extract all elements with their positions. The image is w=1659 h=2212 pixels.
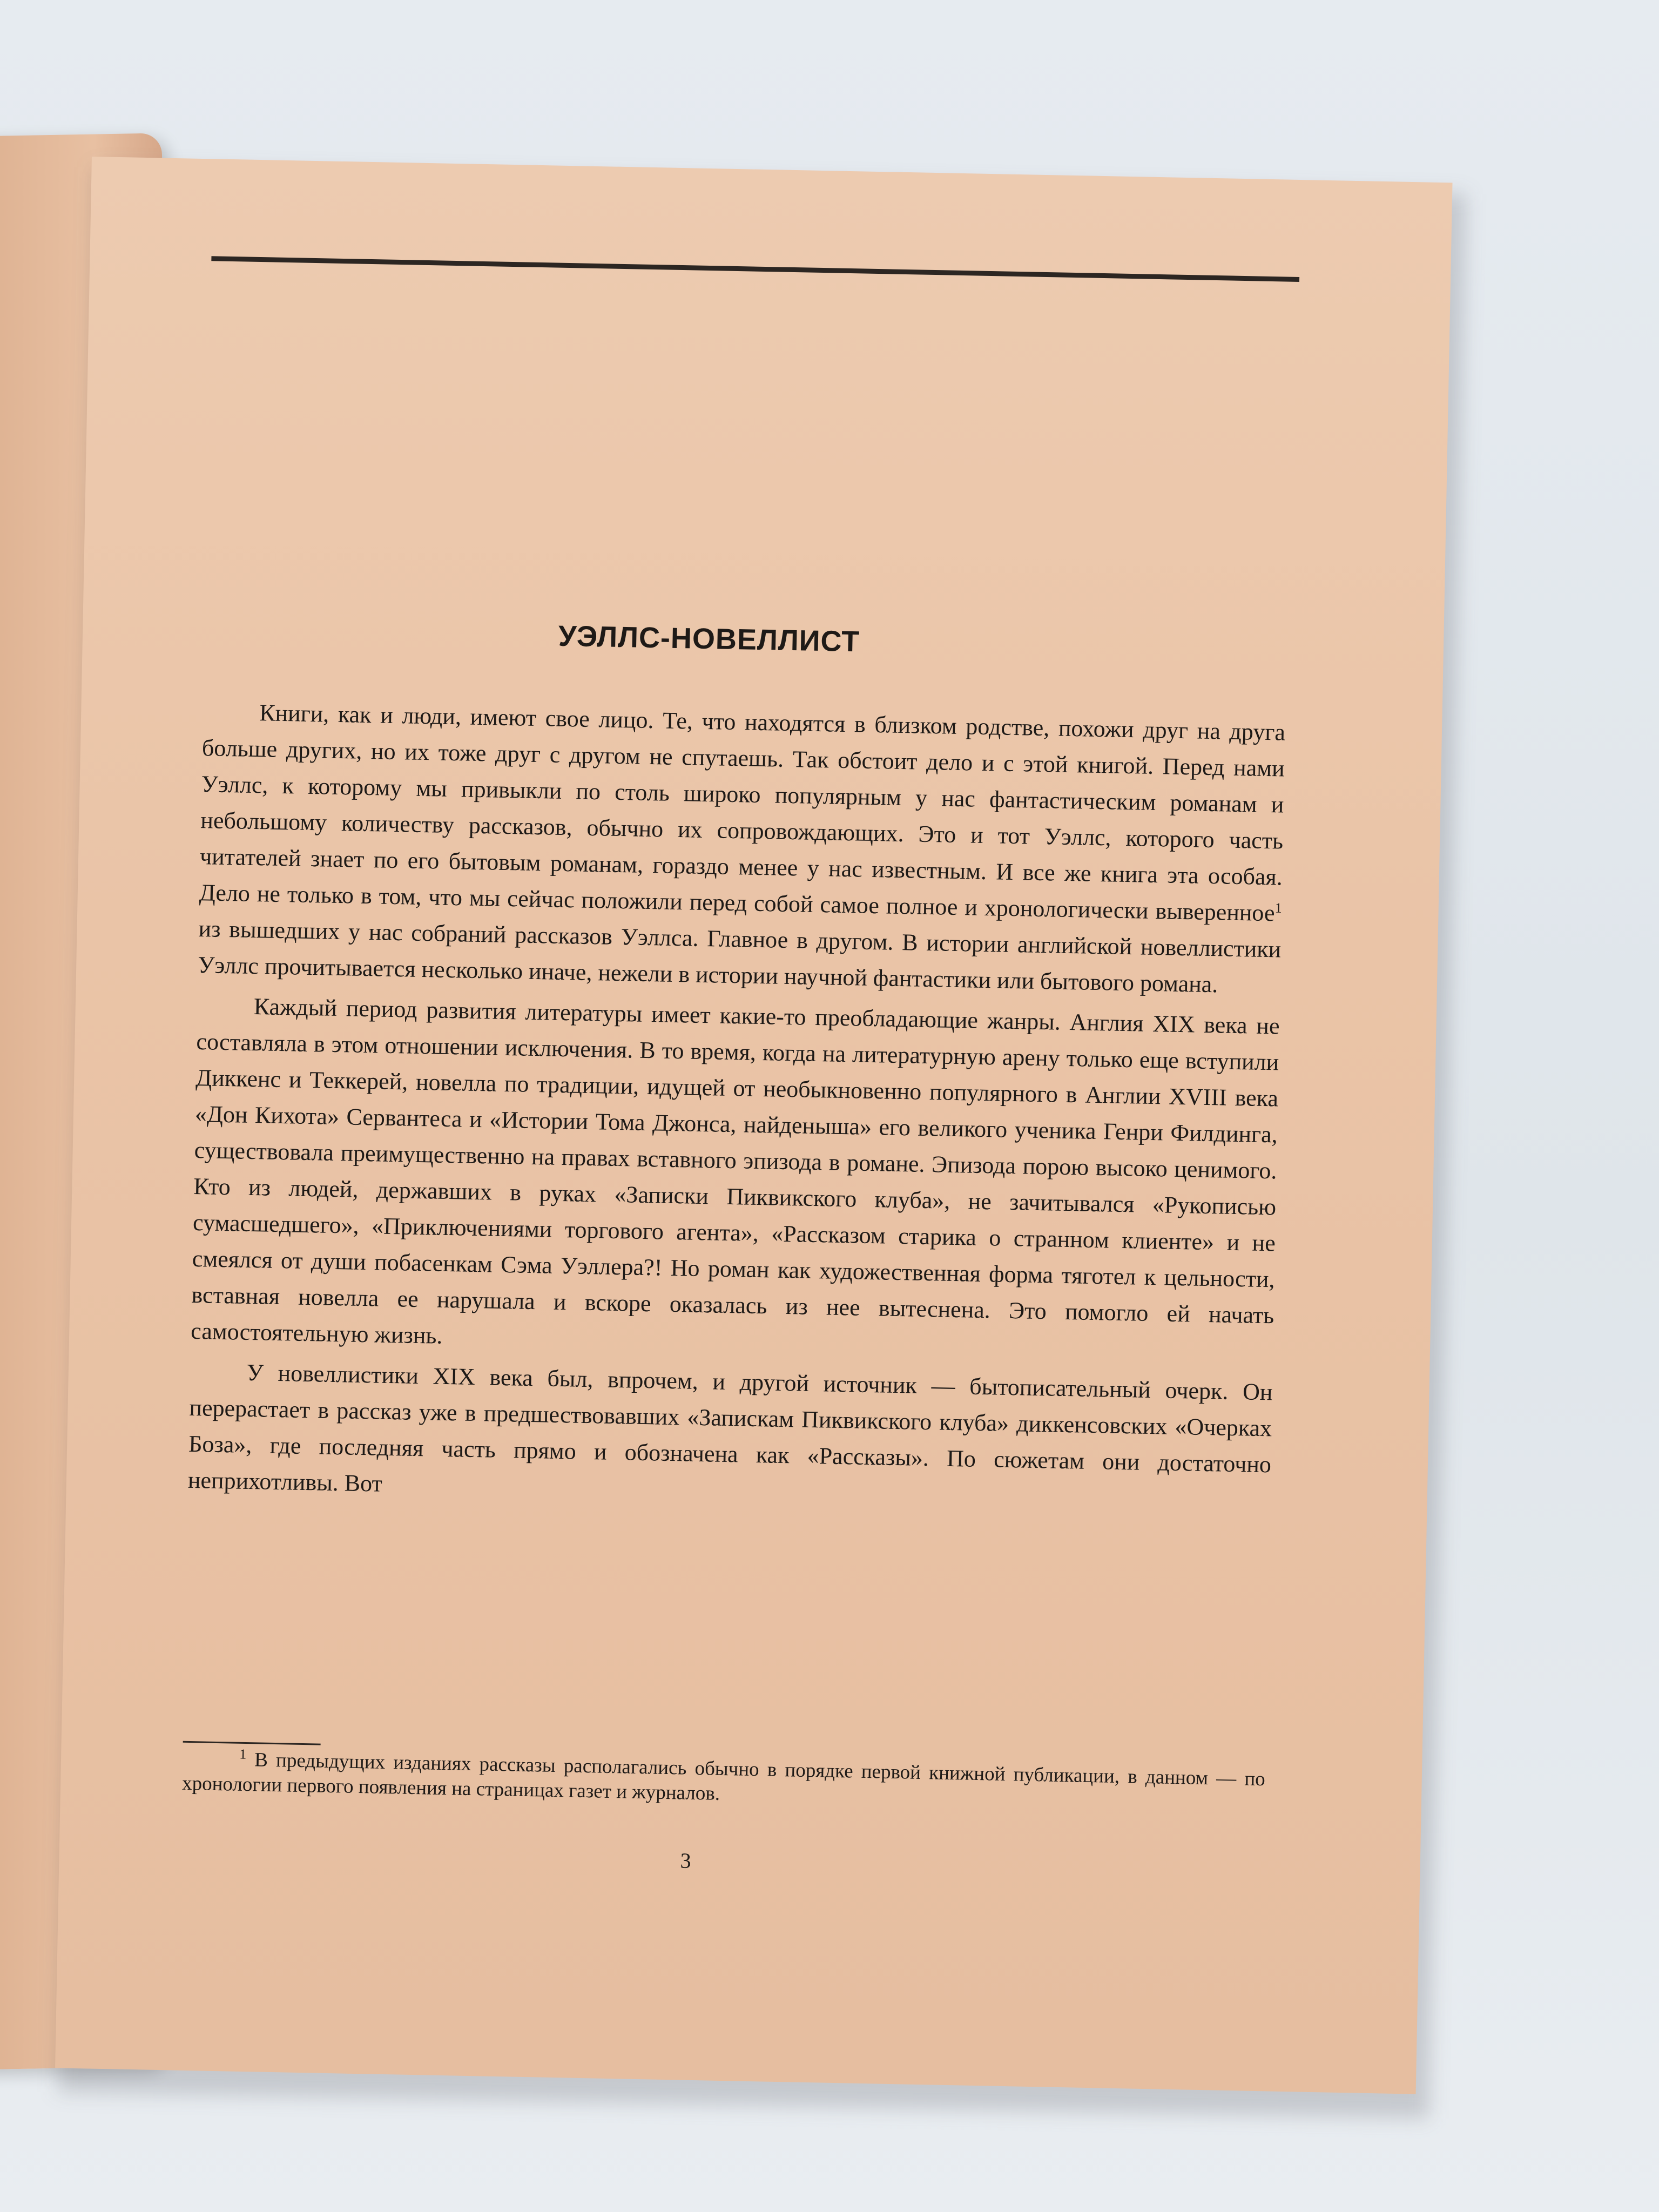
- body-text: [187, 693, 1285, 1519]
- footnote-reference: 1: [1274, 900, 1282, 916]
- paragraph-text: Книги, как и люди, имеют свое лицо. Те, что находятся в близком родстве, похожи друг на друга больше других, но их тоже друг с другом не спутаешь. Так обстоит дело и с этой книгой. Перед нами Уэллс, к которому мы привыкли по столь широко популярным у нас фантастическим романам и небольшому количеству рассказов, обычно их сопровождающих. Это и тот Уэллс, которого часть читателей знает по его бытовым романам, гораздо менее у нас известным. И все же книга эта особая. Дело не только в том, что мы сейчас положили перед собой самое полное и хронологически выверенное: [199, 699, 1286, 927]
- footnote: [182, 1746, 1265, 1817]
- top-rule: [211, 256, 1299, 282]
- chapter-title: УЭЛЛС-НОВЕЛЛИСТ: [558, 619, 860, 658]
- paragraph: Каждый период развития литературы имеет какие-то преобладающие жанры. Англия XIX века не составляла в этом отношении исключения. В то время, когда на литературную арену только еще вступили Диккенс и Теккерей, новелла по традиции, идущей от необыкновенно популярного в Англии XVIII века «Дон Кихота» Сервантеса и «Истории Тома Джонса, найденыша» его великого ученика Генри Филдинга, существовала преимущественно на правах вставного эпизода в романе. Эпизода порою высоко ценимого. Кто из людей, державших в руках «Записки Пиквикского клуба», не зачитывался «Рукописью сумасшедшего», «Приключениями торгового агента», «Рассказом старика о странном клиенте» и не смеялся от души побасенкам Сэма Уэллера?! Но роман как художественная форма тяготел к цельности, вставная новелла ее нарушала и вскоре оказалась из нее вытеснена. Это помогло ей начать самостоятельную жизнь.: [190, 993, 1280, 1349]
- paragraph: У новеллистики XIX века был, впрочем, и другой источник — бытописательный очерк. Он перерастает в рассказ уже в предшествовавших «Запискам Пиквикского клуба» диккенсовских «Очерках Боза», где последняя часть прямо и обозначена как «Рассказы». По сюжетам они достаточно неприхотливы. Вот: [187, 1359, 1273, 1497]
- paragraph: [198, 693, 1286, 1003]
- footnote-rule: [183, 1741, 321, 1745]
- footnote-text: В предыдущих изданиях рассказы располагались обычно в порядке первой книжной публикации, в данном — по хронологии первого появления на страницах газет и журналов.: [181, 1749, 1266, 1805]
- paragraph-text: из вышедших у нас собраний рассказов Уэллса. Главное в другом. В истории английской новеллистики Уэллс прочитывается несколько иначе, нежели в истории научной фантастики или бытового романа.: [197, 915, 1282, 998]
- page-number: 3: [680, 1848, 692, 1873]
- book-page: [55, 157, 1452, 2094]
- footnote-mark: 1: [239, 1746, 247, 1762]
